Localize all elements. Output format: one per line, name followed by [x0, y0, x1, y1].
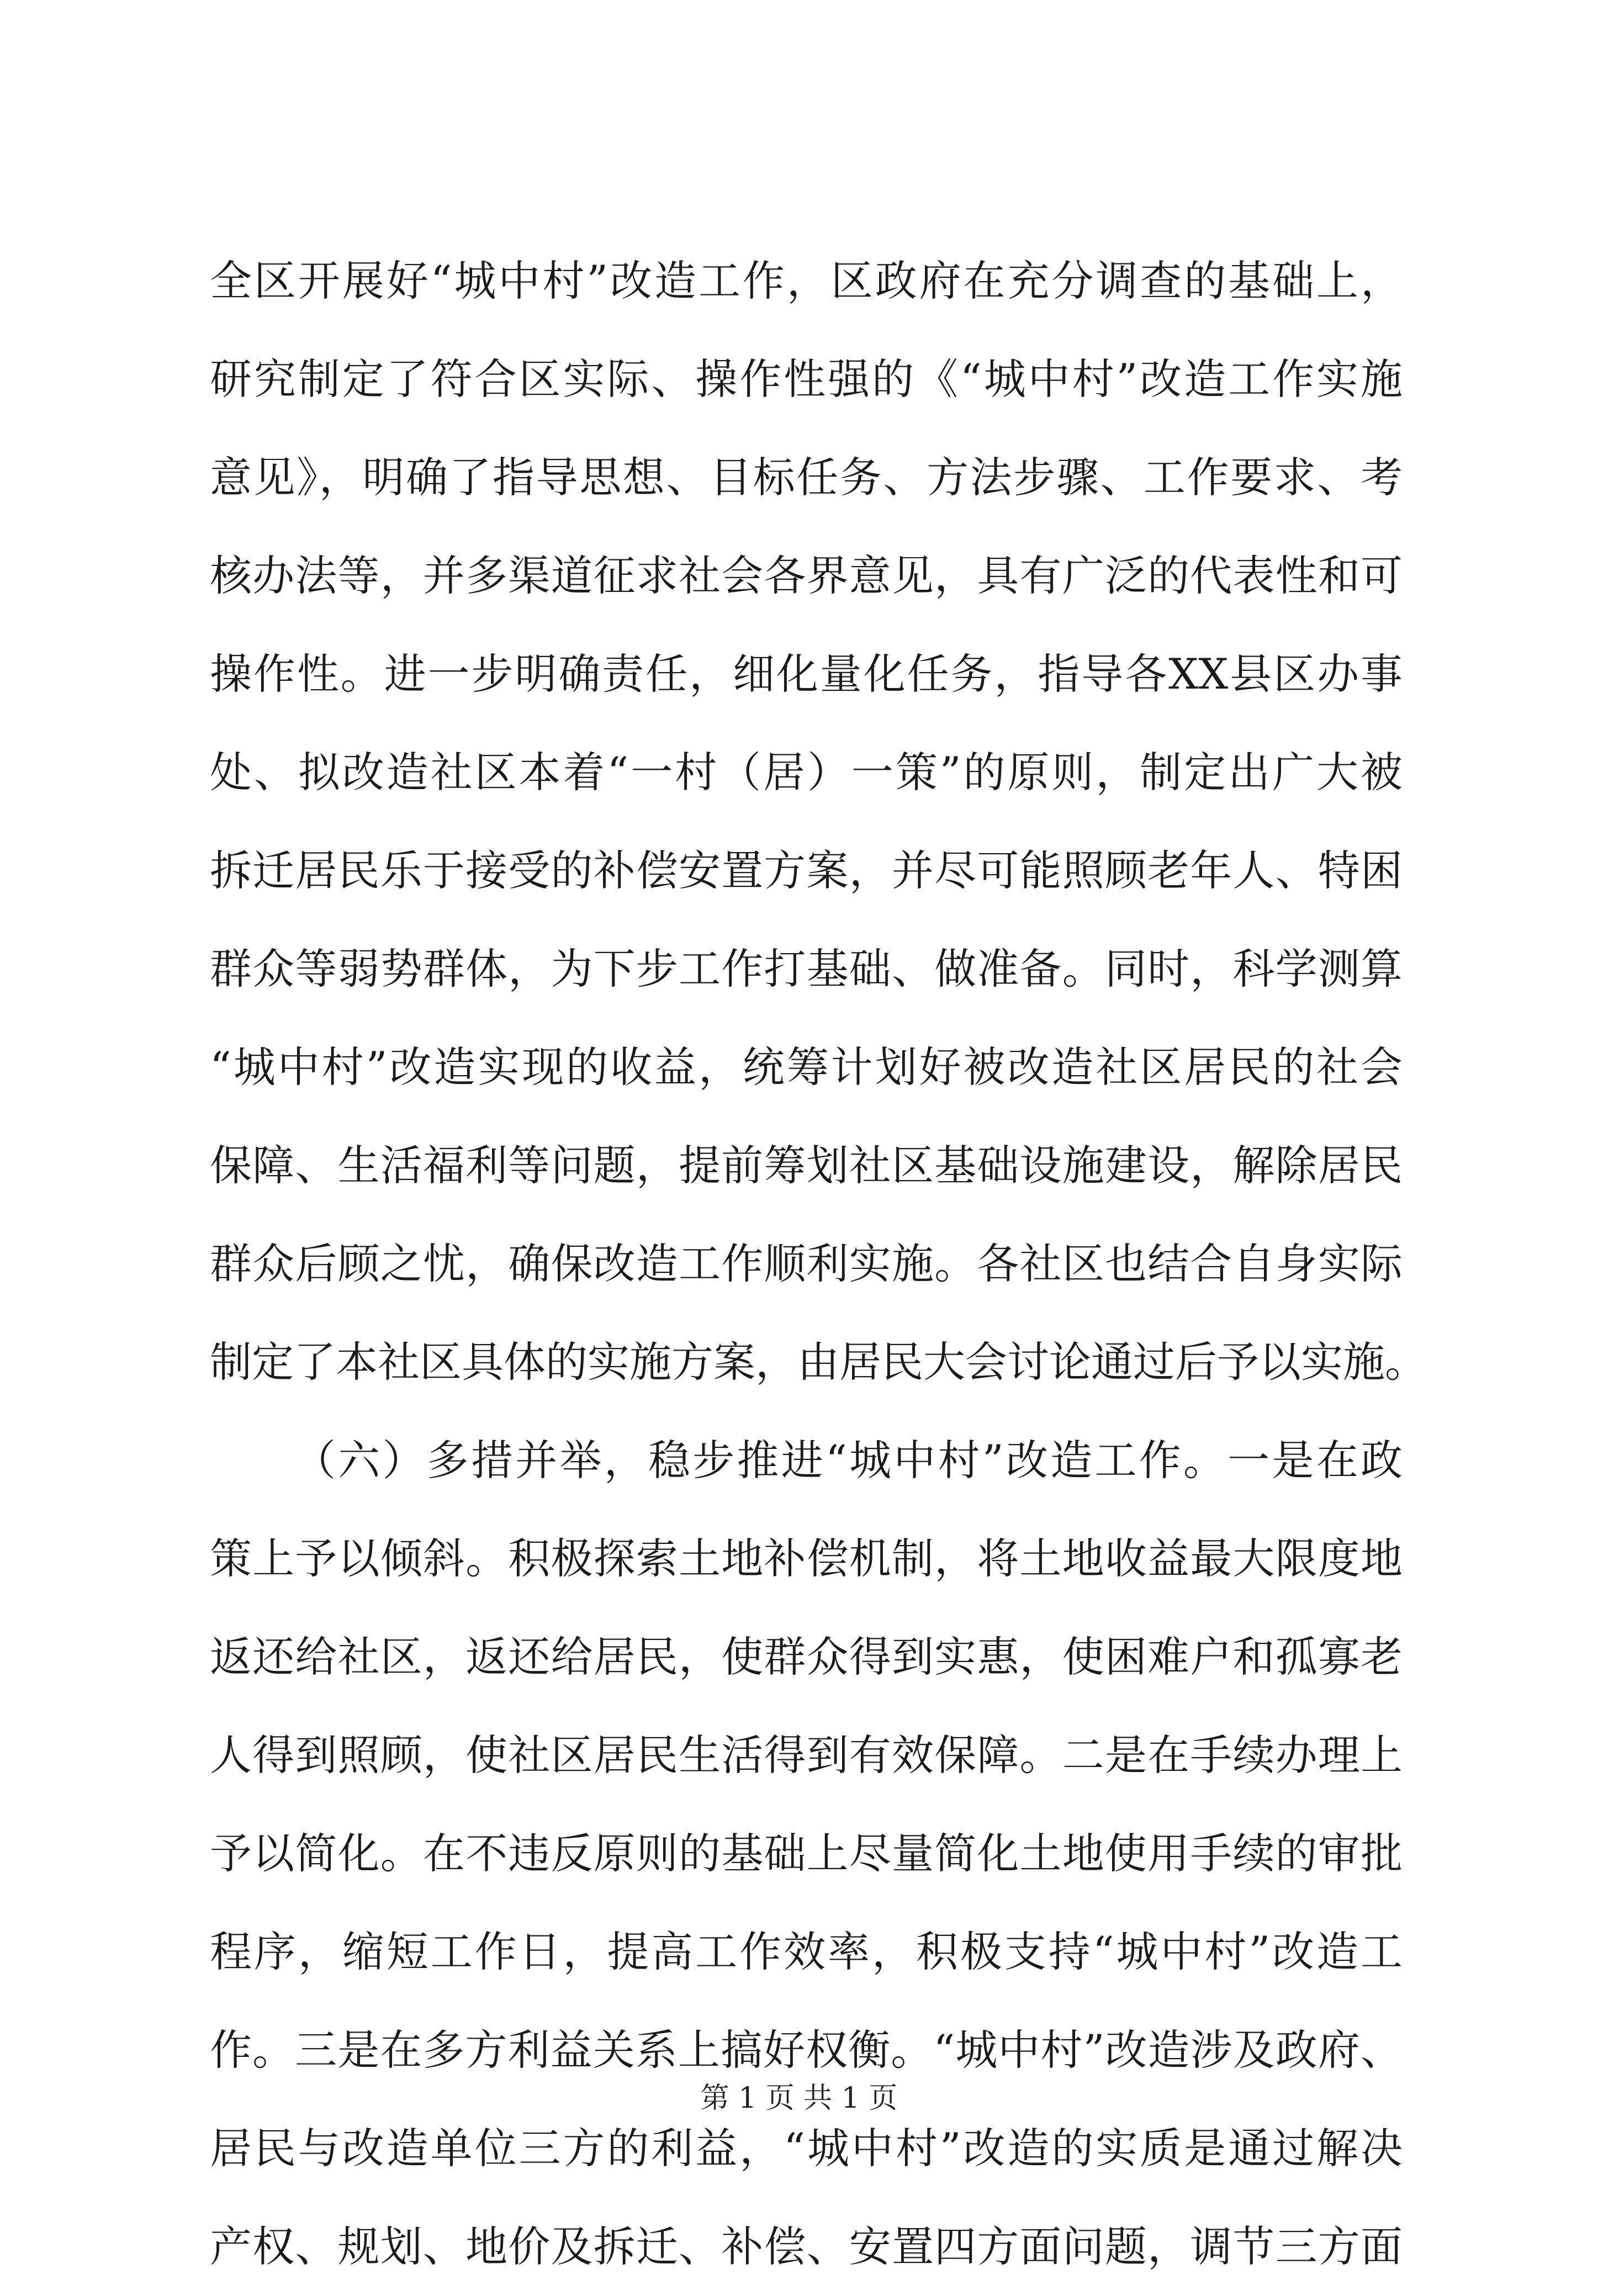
text-line: 程序，缩短工作日，提高工作效率，积极支持“城中村”改造工 [210, 1927, 1403, 1976]
text-line: 策上予以倾斜。积极探索土地补偿机制，将土地收益最大限度地 [210, 1534, 1403, 1583]
text-line: 返还给社区，返还给居民，使群众得到实惠，使困难户和孤寡老 [210, 1632, 1403, 1681]
text-line: 研究制定了符合区实际、操作性强的《“城中村”改造工作实施 [210, 355, 1403, 404]
text-line: “城中村”改造实现的收益，统筹计划好被改造社区居民的社会 [210, 1043, 1403, 1092]
text-line: 拆迁居民乐于接受的补偿安置方案，并尽可能照顾老年人、特困 [210, 846, 1403, 895]
text-line: 意见》，明确了指导思想、目标任务、方法步骤、工作要求、考 [210, 453, 1403, 502]
text-line: 予以简化。在不违反原则的基础上尽量简化土地使用手续的审批 [210, 1829, 1403, 1878]
text-line: 居民与改造单位三方的利益，“城中村”改造的实质是通过解决 [210, 2124, 1403, 2173]
text-line: 核办法等，并多渠道征求社会各界意见，具有广泛的代表性和可 [210, 551, 1403, 600]
text-line: 人得到照顾，使社区居民生活得到有效保障。二是在手续办理上 [210, 1731, 1403, 1780]
paragraph-heading-line: （六）多措并举，稳步推进“城中村”改造工作。一是在政 [294, 1436, 1403, 1485]
text-line: 作。三是在多方利益关系上搞好权衡。“城中村”改造涉及政府、 [210, 2025, 1403, 2075]
page-number-footer: 第 1 页 共 1 页 [700, 2082, 898, 2115]
text-line: 群众后顾之忧，确保改造工作顺利实施。各社区也结合自身实际 [210, 1239, 1403, 1288]
text-line: 操作性。进一步明确责任，细化量化任务，指导各XX县区办事 [210, 649, 1403, 699]
text-line: 产权、规划、地价及拆迁、补偿、安置四方面问题，调节三方面 [210, 2222, 1403, 2271]
body-text [210, 232, 1427, 2296]
text-line: 处、拟改造社区本着“一村（居）一策”的原则，制定出广大被 [210, 748, 1403, 797]
text-line: 群众等弱势群体，为下步工作打基础、做准备。同时，科学测算 [210, 944, 1403, 993]
text-line: 保障、生活福利等问题，提前筹划社区基础设施建设，解除居民 [210, 1141, 1403, 1190]
text-line: 制定了本社区具体的实施方案，由居民大会讨论通过后予以实施。 [210, 1337, 1427, 1387]
text-line: 全区开展好“城中村”改造工作，区政府在充分调查的基础上， [210, 256, 1403, 305]
